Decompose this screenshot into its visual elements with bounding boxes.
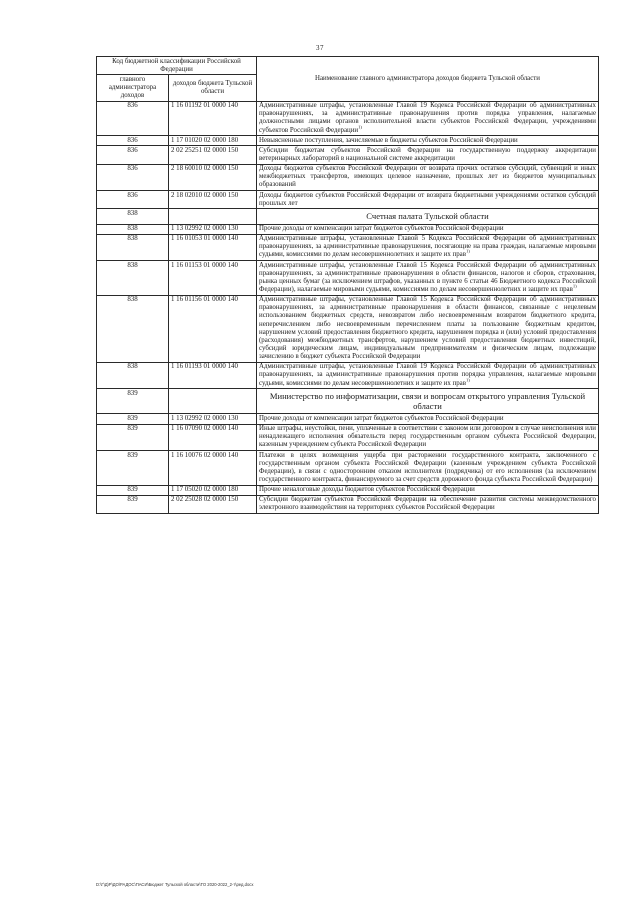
name-column-header: Наименование главного администратора доходов бюджета Тульской области bbox=[257, 57, 599, 102]
admin-code-cell: 836 bbox=[97, 191, 169, 209]
admin-code-cell: 838 bbox=[97, 234, 169, 260]
footnote-marker: 1) bbox=[358, 124, 362, 130]
income-name-text: Прочие доходы от компенсации затрат бюджетов субъектов Российской Федерации bbox=[259, 414, 504, 422]
table-row bbox=[97, 234, 599, 260]
footnote-marker: 1) bbox=[572, 283, 577, 289]
admin-code-cell: 839 bbox=[97, 389, 169, 414]
empty-code-cell bbox=[169, 389, 257, 414]
table-body bbox=[97, 101, 599, 513]
income-code-cell: 1 16 01156 01 0000 140 bbox=[169, 295, 257, 362]
income-name-cell bbox=[257, 224, 599, 234]
income-name-cell bbox=[257, 424, 599, 450]
budget-revenue-table bbox=[96, 56, 599, 514]
footnote-marker: 1) bbox=[465, 377, 470, 383]
admin-code-cell: 839 bbox=[97, 451, 169, 486]
table-row bbox=[97, 424, 599, 450]
income-code-cell: 1 16 01153 01 0000 140 bbox=[169, 261, 257, 296]
table-row bbox=[97, 485, 599, 495]
admin-code-cell: 839 bbox=[97, 485, 169, 495]
table-row bbox=[97, 495, 599, 513]
income-name-text: Административные штрафы, установленные Главой 5 Кодекса Российской Федерации об административных правонарушениях, за административные правонарушения, посягающие на права граждан, налагаемые мировыми судьями, комиссиями по делам несовершеннолетних и защите их прав bbox=[259, 235, 596, 259]
income-code-cell: 1 13 02992 02 0000 130 bbox=[169, 414, 257, 424]
income-name-cell bbox=[257, 234, 599, 260]
income-name-text: Административные штрафы, установленные Главой 15 Кодекса Российской Федерации об административных правонарушениях, за административные правонарушения в области финансов, налогов и сборов, страхования, рынка ценных бумаг (за исключением штрафов, указанных в пункте 6 статьи 46 Бюджетного кодекса Российской Федерации), налагаемые мировыми судьями, комиссиями по делам несовершеннолетних и защите их прав bbox=[259, 261, 596, 294]
income-code-cell: 1 16 01053 01 0000 140 bbox=[169, 234, 257, 260]
admin-code-cell: 836 bbox=[97, 164, 169, 190]
income-name-text: Доходы бюджетов субъектов Российской Федерации от возврата бюджетными учреждениями остатков субсидий прошлых лет bbox=[259, 191, 596, 207]
income-code-cell: 2 18 60010 02 0000 150 bbox=[169, 164, 257, 190]
admin-code-cell: 839 bbox=[97, 414, 169, 424]
table-row bbox=[97, 164, 599, 190]
income-name-cell bbox=[257, 495, 599, 513]
income-name-cell bbox=[257, 414, 599, 424]
admin-code-cell: 839 bbox=[97, 495, 169, 513]
income-code-cell: 1 16 01193 01 0000 140 bbox=[169, 362, 257, 388]
income-name-cell bbox=[257, 362, 599, 388]
income-code-cell: 1 16 07090 02 0000 140 bbox=[169, 424, 257, 450]
admin-code-cell: 838 bbox=[97, 224, 169, 234]
table-row bbox=[97, 414, 599, 424]
admin-code-cell: 836 bbox=[97, 101, 169, 136]
income-name-text: Субсидии бюджетам субъектов Российской Федерации на государственную поддержку аккредитации ветеринарных лабораторий в национальной системе аккредитации bbox=[259, 146, 596, 163]
admin-code-cell: 838 bbox=[97, 209, 169, 224]
section-row bbox=[97, 389, 599, 414]
table-row bbox=[97, 261, 599, 296]
income-name-cell bbox=[257, 191, 599, 209]
admin-code-cell: 839 bbox=[97, 424, 169, 450]
file-path-footer: D:\Г\Д\Р\ДО\РАДОС\ПАСИ\Бюджет Тульской области\ТО 2020-2022_2-т\ред.docx bbox=[96, 882, 254, 887]
empty-code-cell bbox=[169, 209, 257, 224]
table-row bbox=[97, 146, 599, 164]
income-code-cell: 1 16 01192 01 0000 140 bbox=[169, 101, 257, 136]
income-name-text: Платежи в целях возмещения ущерба при расторжении государственного контракта, заключенного с государственным органом субъекта Российской Федерации (казенным учреждением субъекта Российской Федерации), в связи с односторонним отказом исполнителя (подрядчика) от его исполнения (за исключением государственного контракта, финансируемого за счет средств дорожного фонда субъекта Российской Федерации) bbox=[259, 451, 596, 483]
table-row bbox=[97, 101, 599, 136]
income-name-text: Административные штрафы, установленные Главой 19 Кодекса Российской Федерации об административных правонарушениях, за административные правонарушения против порядка управления, налагаемые мировыми судьями, комиссиями по делам несовершеннолетних и защите их прав bbox=[259, 363, 596, 387]
income-name-cell bbox=[257, 295, 599, 362]
income-code-cell: 1 13 02992 02 0000 130 bbox=[169, 224, 257, 234]
income-name-cell bbox=[257, 146, 599, 164]
income-name-cell bbox=[257, 485, 599, 495]
income-name-cell bbox=[257, 261, 599, 296]
income-code-cell: 1 17 05020 02 0000 180 bbox=[169, 485, 257, 495]
admin-code-cell: 838 bbox=[97, 261, 169, 296]
income-name-text: Административные штрафы, установленные Главой 15 Кодекса Российской Федерации об административных правонарушениях, за административные правонарушения в области финансов, связанные с нецелевым использованием бюджетных средств, невозвратом либо несвоевременным возвратом бюджетного кредита, неперечислением либо несвоевременным перечислением платы за пользование бюджетным кредитом, нарушением условий предоставления бюджетного кредита, нарушением порядка и (или) условий предоставления (расходования) межбюджетных трансфертов, нарушением условий предоставления бюджетных инвестиций, субсидий юридическим лицам, индивидуальным предпринимателям и физическим лицам, подлежащие зачислению в бюджет субъекта Российской Федерации bbox=[259, 296, 596, 361]
page-number: 37 bbox=[316, 44, 324, 52]
income-code-cell: 2 02 25251 02 0000 150 bbox=[169, 146, 257, 164]
table-row bbox=[97, 295, 599, 362]
income-name-text: Субсидии бюджетам субъектов Российской Федерации на обеспечение развития системы межведомственного электронного взаимодействия на территориях субъектов Российской Федерации bbox=[259, 496, 596, 512]
table-row bbox=[97, 136, 599, 146]
income-name-text: Невыясненные поступления, зачисляемые в бюджеты субъектов Российской Федерации bbox=[259, 136, 518, 144]
income-name-cell bbox=[257, 136, 599, 146]
table-header-row bbox=[97, 57, 599, 75]
admin-code-cell: 838 bbox=[97, 362, 169, 388]
income-name-text: Доходы бюджетов субъектов Российской Федерации от возврата прочих остатков субсидий, субвенций и иных межбюджетных трансфертов, имеющих целевое назначение, прошлых лет из бюджетов муниципальных образований bbox=[259, 165, 596, 189]
income-code-cell: 1 17 01020 02 0000 180 bbox=[169, 136, 257, 146]
section-title: Счетная палата Тульской области bbox=[257, 209, 599, 224]
income-column-header: доходов бюджета Тульской области bbox=[169, 75, 257, 101]
admin-code-cell: 838 bbox=[97, 295, 169, 362]
admin-code-cell: 836 bbox=[97, 136, 169, 146]
income-code-cell: 1 16 10076 02 0000 140 bbox=[169, 451, 257, 486]
table-row bbox=[97, 191, 599, 209]
income-name-cell bbox=[257, 451, 599, 486]
income-name-text: Прочие доходы от компенсации затрат бюджетов субъектов Российской Федерации bbox=[259, 225, 504, 233]
admin-column-header: главного администратора доходов bbox=[97, 75, 169, 101]
income-name-cell bbox=[257, 101, 599, 136]
kbk-group-header: Код бюджетной классификации Российской Федерации bbox=[97, 57, 257, 75]
section-title: Министерство по информатизации, связи и вопросам открытого управления Тульской области bbox=[257, 389, 599, 414]
income-name-text: Иные штрафы, неустойки, пени, уплаченные в соответствии с законом или договором в случае неисполнения или ненадлежащего исполнения обязательств перед государственным органом субъекта Российской Федерации, казенным учреждением субъекта Российской Федерации bbox=[259, 425, 596, 449]
income-name-cell bbox=[257, 164, 599, 190]
table-row bbox=[97, 451, 599, 486]
footnote-marker: 1) bbox=[465, 249, 470, 255]
table-row bbox=[97, 224, 599, 234]
income-code-cell: 2 02 25028 02 0000 150 bbox=[169, 495, 257, 513]
admin-code-cell: 836 bbox=[97, 146, 169, 164]
table-row bbox=[97, 362, 599, 388]
income-code-cell: 2 18 02010 02 0000 150 bbox=[169, 191, 257, 209]
income-name-text: Прочие неналоговые доходы бюджетов субъектов Российской Федерации bbox=[259, 486, 475, 494]
income-name-text: Административные штрафы, установленные Главой 19 Кодекса Российской Федерации об административных правонарушениях, за административные правонарушения против порядка управления, налагаемые должностными лицами органов исполнительной власти субъектов Российской Федерации, учреждениями субъектов Российской Федерации bbox=[259, 102, 596, 134]
section-row bbox=[97, 209, 599, 224]
